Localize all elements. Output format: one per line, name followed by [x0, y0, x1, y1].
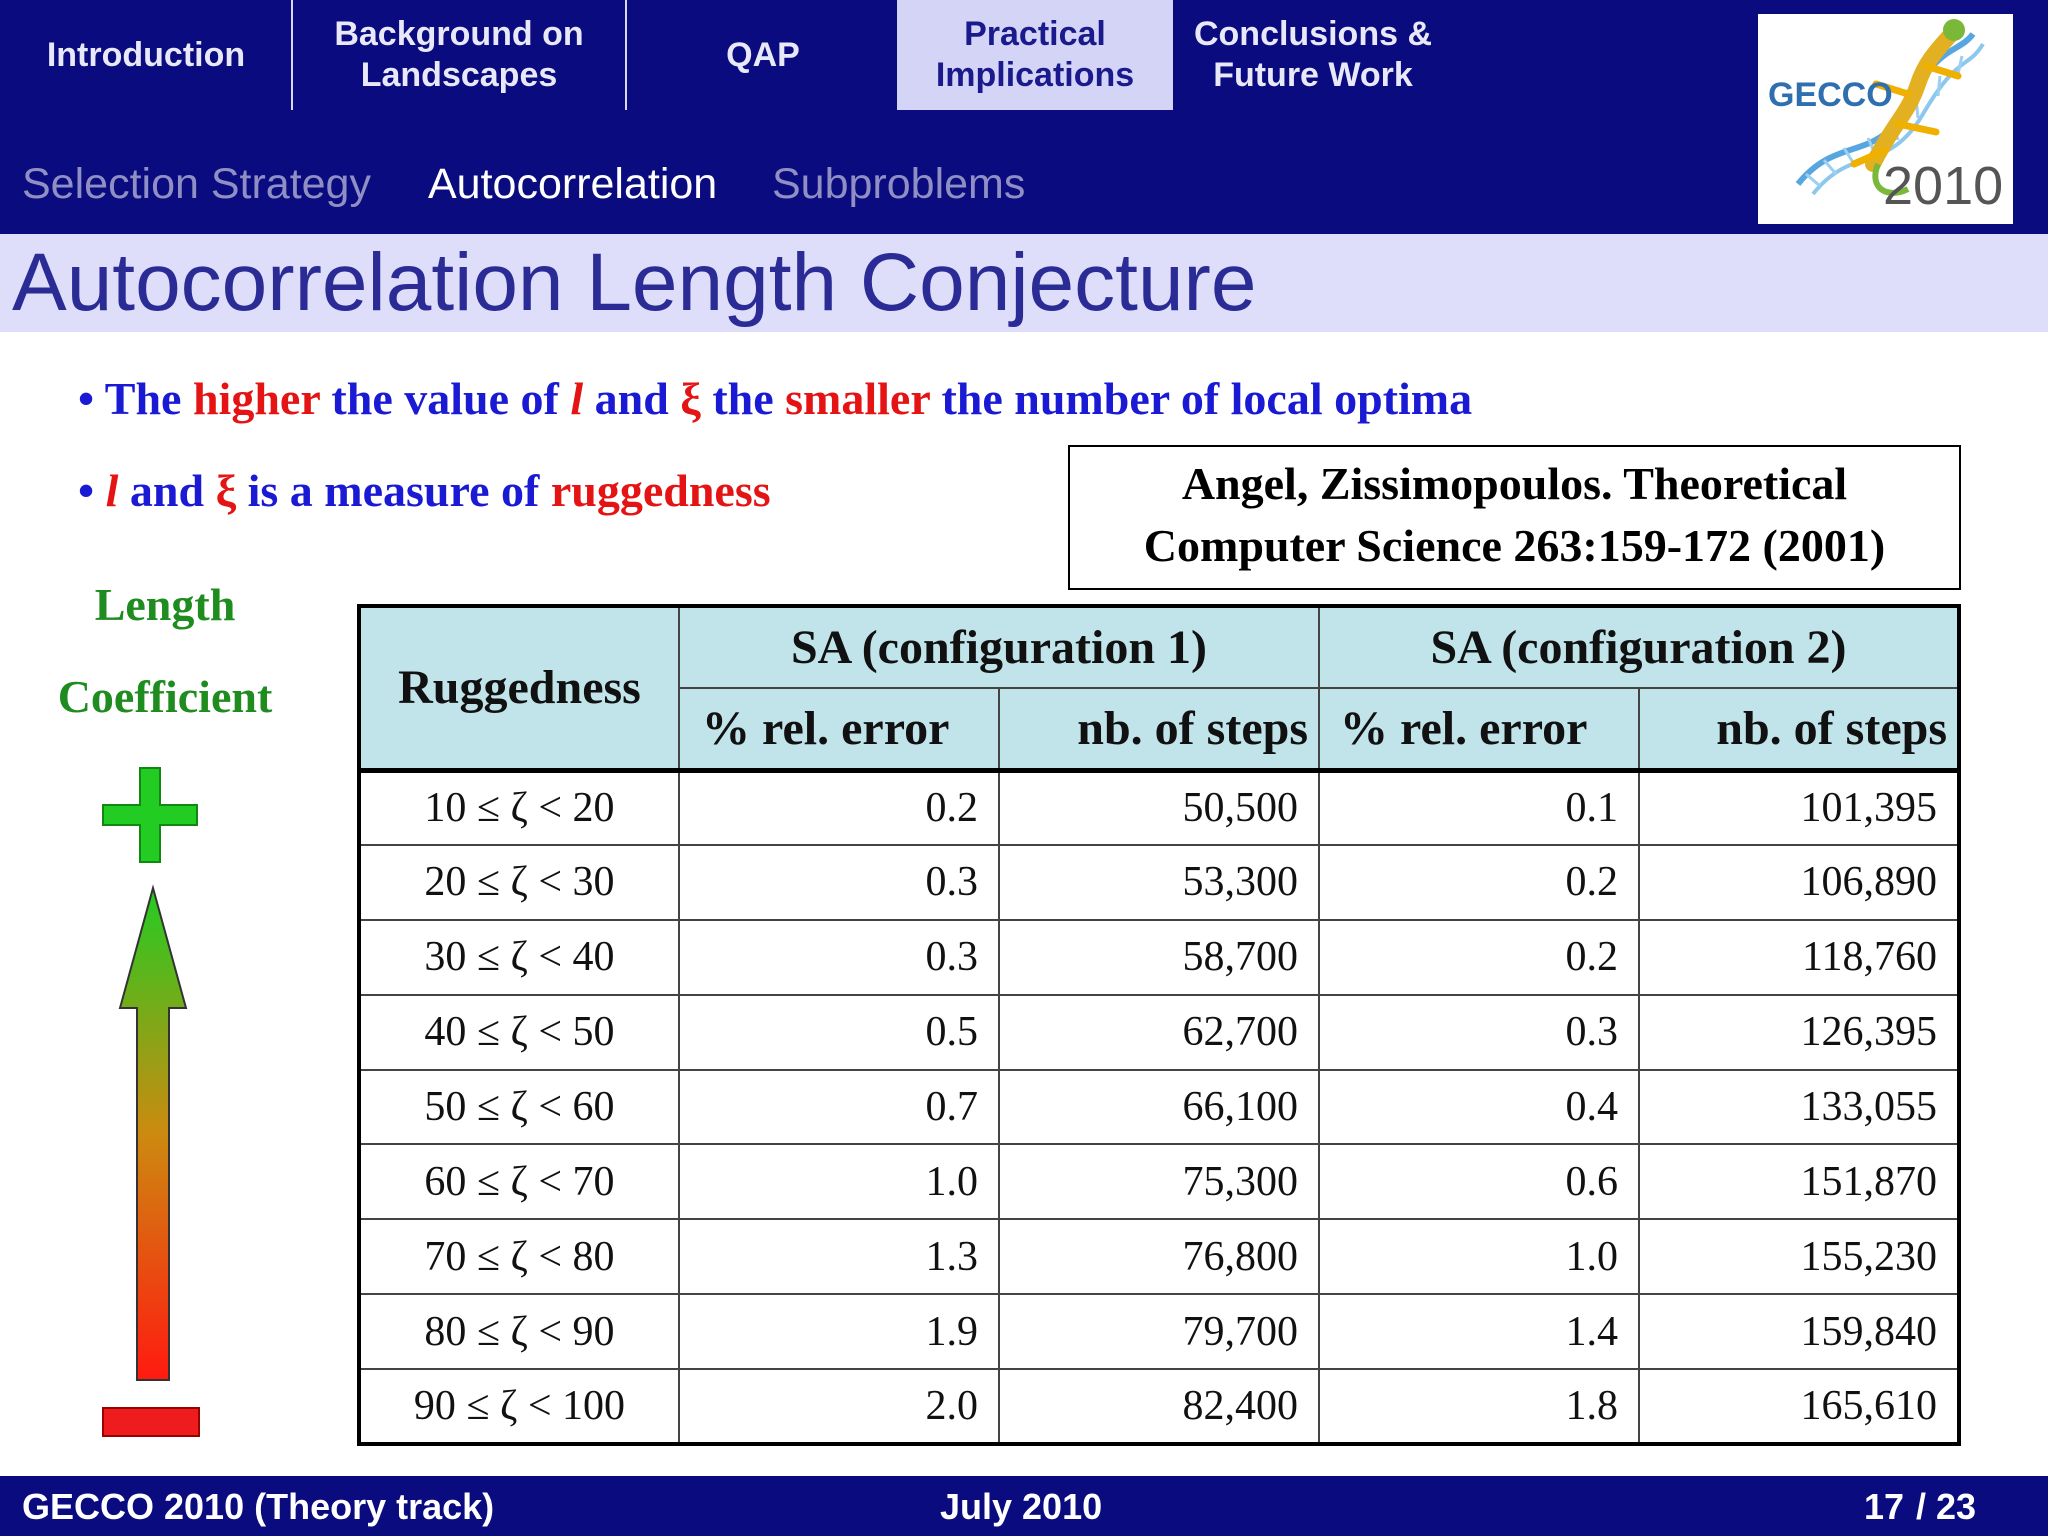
symbol-l: l	[105, 465, 119, 516]
gecco-logo	[1758, 14, 2013, 224]
header-rel-error-2: % rel. error	[1319, 688, 1639, 770]
symbol-xi: ξ	[680, 373, 701, 424]
reference-line: Angel, Zissimopoulos. Theoretical	[1181, 458, 1848, 509]
cell-steps-2: 155,230	[1639, 1219, 1959, 1294]
cell-steps-2: 151,870	[1639, 1144, 1959, 1219]
table-row	[359, 1369, 1959, 1444]
subnav-item-autocorrelation[interactable]: Autocorrelation	[428, 160, 718, 208]
table-row	[359, 995, 1959, 1070]
header-sa-config-2: SA (configuration 2)	[1319, 606, 1959, 688]
bullet-text: the number of local optima	[941, 373, 1473, 424]
bullet-text: The	[104, 373, 182, 424]
cell-rel-error-1: 0.2	[679, 770, 999, 845]
header-rel-error-1: % rel. error	[679, 688, 999, 770]
cell-steps-1: 79,700	[999, 1294, 1319, 1369]
bullet-text: the value of	[331, 373, 559, 424]
subnav-item-selection-strategy[interactable]: Selection Strategy	[22, 160, 371, 208]
cell-rel-error-2: 0.2	[1319, 845, 1639, 920]
header-sa-config-1: SA (configuration 1)	[679, 606, 1319, 688]
gecco-logo-year: 2010	[1883, 156, 2004, 216]
cell-steps-1: 58,700	[999, 920, 1319, 995]
table-row	[359, 845, 1959, 920]
cell-ruggedness-range: 20 ≤ ζ < 30	[359, 845, 679, 920]
cell-ruggedness-range: 10 ≤ ζ < 20	[359, 770, 679, 845]
cell-steps-1: 53,300	[999, 845, 1319, 920]
cell-steps-2: 106,890	[1639, 845, 1959, 920]
cell-rel-error-1: 2.0	[679, 1369, 999, 1444]
bullet-highlight: smaller	[785, 373, 930, 424]
nav-tab-practical-implications[interactable]: Practical Implications	[897, 0, 1173, 110]
cell-rel-error-1: 0.3	[679, 845, 999, 920]
header-ruggedness: Ruggedness	[359, 606, 679, 770]
table-row	[359, 1219, 1959, 1294]
bullet-text: and	[129, 465, 205, 516]
plus-icon	[103, 768, 197, 862]
cell-ruggedness-range: 40 ≤ ζ < 50	[359, 995, 679, 1070]
footer-conference: GECCO 2010 (Theory track)	[22, 1486, 495, 1527]
bullet-higher-value	[78, 372, 1472, 425]
cell-ruggedness-range: 80 ≤ ζ < 90	[359, 1294, 679, 1369]
bullet-text: is a measure of	[247, 465, 540, 516]
cell-rel-error-2: 0.2	[1319, 920, 1639, 995]
cell-steps-1: 75,300	[999, 1144, 1319, 1219]
cell-rel-error-2: 0.4	[1319, 1070, 1639, 1145]
slide-header	[0, 0, 2048, 234]
table-body	[359, 770, 1959, 1444]
cell-rel-error-1: 0.7	[679, 1070, 999, 1145]
reference-box	[1068, 445, 1961, 590]
cell-steps-2: 118,760	[1639, 920, 1959, 995]
gecco-logo-text: GECCO	[1768, 76, 1893, 114]
cell-steps-2: 133,055	[1639, 1070, 1959, 1145]
bullet-ruggedness-measure	[78, 464, 771, 517]
length-label: Length	[94, 579, 236, 630]
cell-rel-error-2: 1.8	[1319, 1369, 1639, 1444]
cell-steps-1: 82,400	[999, 1369, 1319, 1444]
cell-rel-error-2: 0.6	[1319, 1144, 1639, 1219]
gecco-logo-graphic	[1758, 14, 2013, 224]
cell-ruggedness-range: 90 ≤ ζ < 100	[359, 1369, 679, 1444]
cell-rel-error-1: 1.9	[679, 1294, 999, 1369]
reference-line: Computer Science 263:159-172 (2001)	[1143, 520, 1886, 571]
bullet-text: and	[594, 373, 669, 424]
symbol-l: l	[570, 373, 584, 424]
cell-steps-2: 159,840	[1639, 1294, 1959, 1369]
nav-tab-introduction[interactable]: Introduction	[46, 35, 246, 74]
table-row	[359, 920, 1959, 995]
cell-ruggedness-range: 50 ≤ ζ < 60	[359, 1070, 679, 1145]
cell-steps-2: 101,395	[1639, 770, 1959, 845]
nav-tab-qap[interactable]: QAP	[726, 35, 800, 74]
footer-date: July 2010	[940, 1486, 1103, 1527]
cell-steps-1: 50,500	[999, 770, 1319, 845]
nav-tab-background-on-landscapes[interactable]: Background on Landscapes	[334, 15, 584, 94]
subnav-item-subproblems[interactable]: Subproblems	[772, 160, 1026, 208]
table-row	[359, 1294, 1959, 1369]
table-row	[359, 770, 1959, 845]
cell-steps-1: 66,100	[999, 1070, 1319, 1145]
slide-title: Autocorrelation Length Conjecture	[12, 237, 1257, 328]
cell-steps-1: 62,700	[999, 995, 1319, 1070]
cell-ruggedness-range: 60 ≤ ζ < 70	[359, 1144, 679, 1219]
symbol-xi: ξ	[215, 465, 237, 516]
cell-rel-error-2: 1.4	[1319, 1294, 1639, 1369]
cell-rel-error-2: 1.0	[1319, 1219, 1639, 1294]
nav-tab-conclusions[interactable]: Conclusions & Future Work	[1193, 15, 1433, 94]
header-steps-2: nb. of steps	[1639, 688, 1959, 770]
cell-rel-error-1: 0.5	[679, 995, 999, 1070]
cell-rel-error-1: 1.0	[679, 1144, 999, 1219]
ruggedness-table	[357, 604, 1961, 1446]
bullet-highlight: ruggedness	[550, 465, 771, 516]
minus-icon	[103, 1408, 199, 1436]
bullet-dot: •	[78, 373, 95, 424]
table-row	[359, 1070, 1959, 1145]
bullet-dot: •	[78, 465, 95, 516]
bullet-text: the	[712, 373, 774, 424]
footer-page-number: 17	[1864, 1486, 1905, 1527]
cell-ruggedness-range: 30 ≤ ζ < 40	[359, 920, 679, 995]
up-arrow-icon	[120, 888, 186, 1380]
cell-steps-2: 126,395	[1639, 995, 1959, 1070]
section-nav	[0, 0, 1460, 110]
cell-steps-2: 165,610	[1639, 1369, 1959, 1444]
footer-page-total: / 23	[1916, 1486, 1977, 1527]
cell-rel-error-2: 0.1	[1319, 770, 1639, 845]
table-row	[359, 1144, 1959, 1219]
cell-rel-error-1: 0.3	[679, 920, 999, 995]
cell-steps-1: 76,800	[999, 1219, 1319, 1294]
bullet-highlight: higher	[192, 373, 320, 424]
cell-rel-error-1: 1.3	[679, 1219, 999, 1294]
coefficient-label: Coefficient	[57, 671, 273, 722]
cell-rel-error-2: 0.3	[1319, 995, 1639, 1070]
length-coefficient-arrow	[95, 760, 215, 1450]
cell-ruggedness-range: 70 ≤ ζ < 80	[359, 1219, 679, 1294]
slide-footer	[0, 1476, 2048, 1536]
header-steps-1: nb. of steps	[999, 688, 1319, 770]
